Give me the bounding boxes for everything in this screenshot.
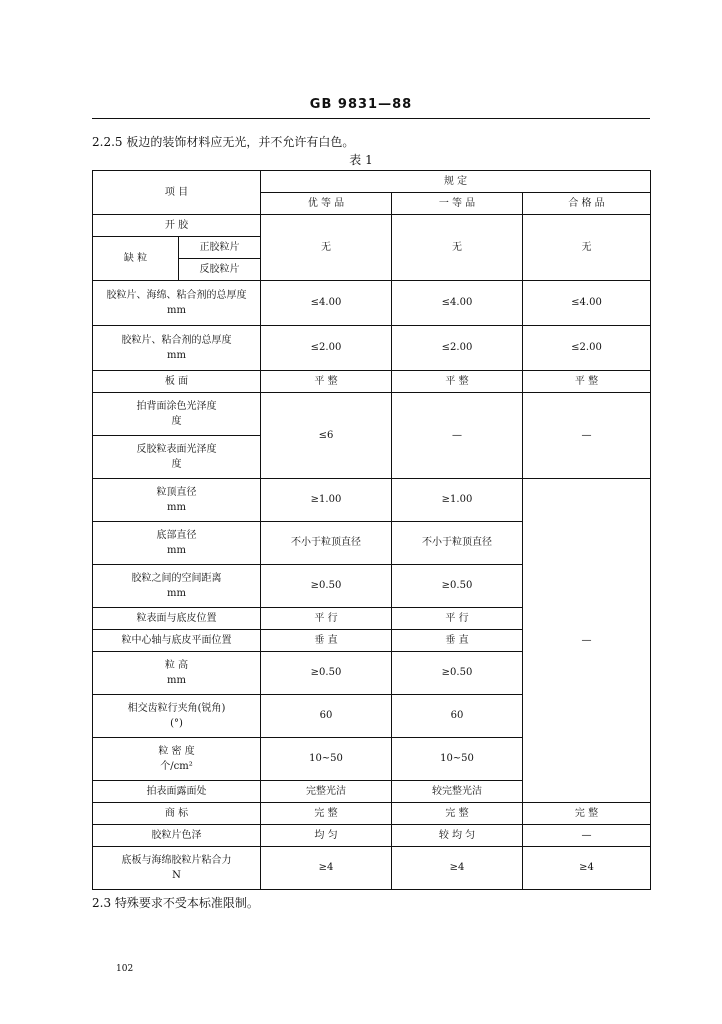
cell: 垂 直 [392, 630, 523, 652]
row-gloss2: 反胶粒表面光泽度 度 [93, 436, 261, 479]
row-mark: 商 标 [93, 803, 261, 825]
header-rule [92, 118, 650, 119]
cell: ≥4 [392, 847, 523, 890]
row-thick1: 胶粒片、海绵、粘合剂的总厚度 mm [93, 281, 261, 326]
row-angle: 相交齿粒行夹角(锐角) (°) [93, 695, 261, 738]
cell: 垂 直 [261, 630, 392, 652]
cell: ≤4.00 [523, 281, 651, 326]
cell: 平 行 [261, 608, 392, 630]
row-banmian: 板 面 [93, 371, 261, 393]
row-height: 粒 高 mm [93, 652, 261, 695]
cell: 较 均 匀 [392, 825, 523, 847]
cell: — [523, 825, 651, 847]
row-bot-d: 底部直径 mm [93, 522, 261, 565]
row-color: 胶粒片色泽 [93, 825, 261, 847]
head-item: 项 目 [93, 171, 261, 215]
cell: 不小于粒顶直径 [261, 522, 392, 565]
cell: 较完整光洁 [392, 781, 523, 803]
cell: ≥0.50 [261, 565, 392, 608]
cell: 完 整 [261, 803, 392, 825]
cell: 不小于粒顶直径 [392, 522, 523, 565]
row-quelin: 缺 粒 [93, 237, 179, 281]
row-top-d: 粒顶直径 mm [93, 479, 261, 522]
standard-header: GB 9831—88 [309, 97, 413, 112]
row-thick2: 胶粒片、粘合剂的总厚度 mm [93, 326, 261, 371]
clause-2-2-5: 2.2.5 板边的装饰材料应无光，并不允许有白色。 [92, 135, 355, 149]
cell: 完整光洁 [261, 781, 392, 803]
table-caption: 表 1 [349, 153, 373, 167]
row-density: 粒 密 度 个/cm² [93, 738, 261, 781]
cell: ≥4 [523, 847, 651, 890]
cell: ≤2.00 [523, 326, 651, 371]
cell: — [523, 479, 651, 803]
cell: ≥0.50 [392, 652, 523, 695]
row-parallel: 粒表面与底皮位置 [93, 608, 261, 630]
grade-3: 合 格 品 [523, 193, 651, 215]
cell: ≤2.00 [392, 326, 523, 371]
cell: ≤4.00 [261, 281, 392, 326]
cell: ≤4.00 [392, 281, 523, 326]
cell: ≥0.50 [261, 652, 392, 695]
page-number: 102 [116, 964, 134, 974]
row-kaijiao: 开 胶 [93, 215, 261, 237]
cell: 无 [261, 215, 392, 281]
cell: ≥4 [261, 847, 392, 890]
spec-table [92, 170, 651, 890]
grade-1: 优 等 品 [261, 193, 392, 215]
cell: ≤2.00 [261, 326, 392, 371]
cell: 完 整 [392, 803, 523, 825]
cell: 60 [392, 695, 523, 738]
cell: ≤6 [261, 393, 392, 479]
cell: ≥1.00 [261, 479, 392, 522]
row-gloss1: 拍背面涂色光泽度 度 [93, 393, 261, 436]
grade-2: 一 等 品 [392, 193, 523, 215]
cell: — [392, 393, 523, 479]
cell: 平 整 [261, 371, 392, 393]
cell: 60 [261, 695, 392, 738]
cell: 平 整 [392, 371, 523, 393]
cell: 完 整 [523, 803, 651, 825]
row-surface: 拍表面露面处 [93, 781, 261, 803]
cell: 平 整 [523, 371, 651, 393]
row-zheng: 正胶粒片 [179, 237, 261, 259]
row-vert: 粒中心轴与底皮平面位置 [93, 630, 261, 652]
cell: 10~50 [392, 738, 523, 781]
cell: ≥1.00 [392, 479, 523, 522]
cell: — [523, 393, 651, 479]
cell: 平 行 [392, 608, 523, 630]
row-adhesion: 底板与海绵胶粒片粘合力 N [93, 847, 261, 890]
cell: 无 [392, 215, 523, 281]
clause-2-3: 2.3 特殊要求不受本标准限制。 [92, 896, 259, 910]
cell: ≥0.50 [392, 565, 523, 608]
cell: 均 匀 [261, 825, 392, 847]
row-space: 胶粒之间的空间距离 mm [93, 565, 261, 608]
cell: 10~50 [261, 738, 392, 781]
head-spec: 规 定 [261, 171, 651, 193]
cell: 无 [523, 215, 651, 281]
row-fan: 反胶粒片 [179, 259, 261, 281]
